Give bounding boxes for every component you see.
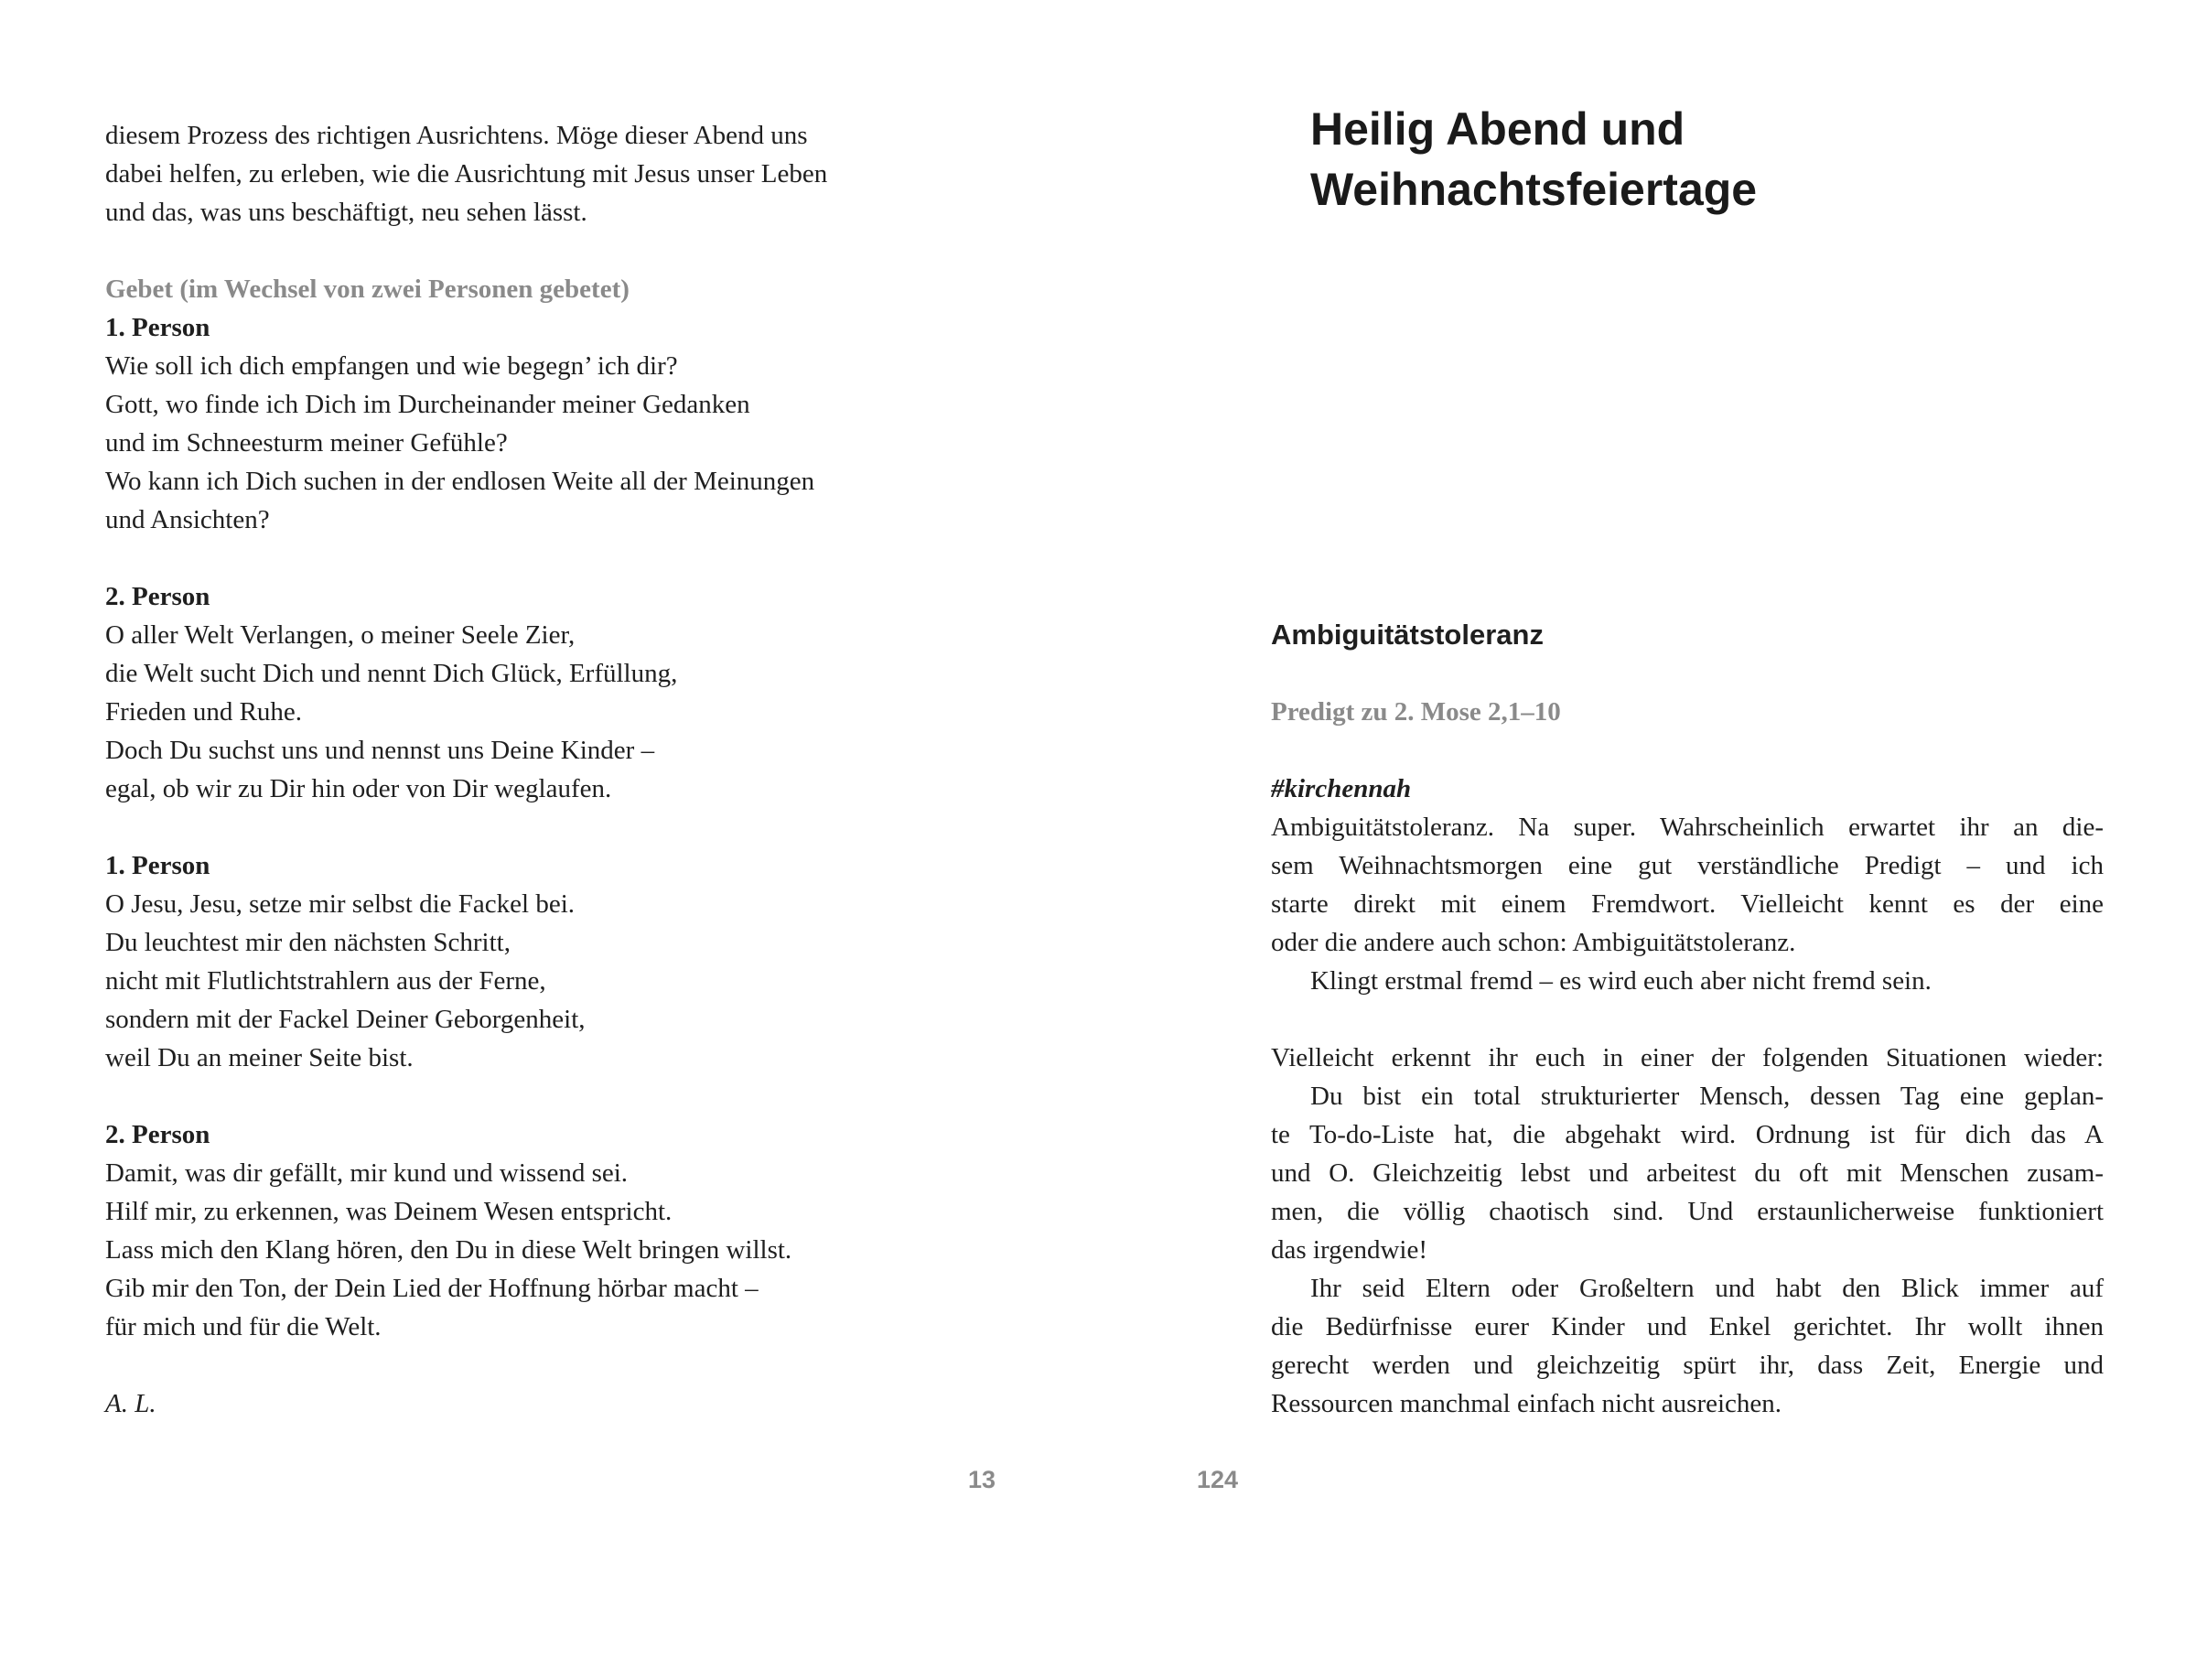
text-line: Du leuchtest mir den nächsten Schritt, xyxy=(105,928,511,957)
section-label: 2. Person xyxy=(105,582,210,611)
text-line: Ressourcen manchmal einfach nicht ausreichen. xyxy=(1271,1389,1782,1418)
text-line: Wo kann ich Dich suchen in der endlosen Weite all der Meinungen xyxy=(105,467,815,496)
text-line: #kirchennah xyxy=(1271,774,1412,803)
text-line: Lass mich den Klang hören, den Du in diese Welt bringen willst. xyxy=(105,1235,792,1265)
page-number-right: 124 xyxy=(1197,1466,1239,1493)
subheading: Gebet (im Wechsel von zwei Personen gebetet) xyxy=(105,275,630,304)
text-line: dabei helfen, zu erleben, wie die Ausrichtung mit Jesus unser Leben xyxy=(105,159,828,188)
text-line: weil Du an meiner Seite bist. xyxy=(105,1043,414,1072)
text-line: und Ansichten? xyxy=(105,505,270,534)
section-label: 1. Person xyxy=(105,313,210,342)
text-line: das irgendwie! xyxy=(1271,1235,1427,1265)
text-line: sondern mit der Fackel Deiner Geborgenheit, xyxy=(105,1005,586,1034)
text-line: Wie soll ich dich empfangen und wie begegn’ ich dir? xyxy=(105,351,678,381)
text-line: O aller Welt Verlangen, o meiner Seele Zier, xyxy=(105,620,576,650)
right-page xyxy=(1098,0,2196,1680)
text-line: für mich und für die Welt. xyxy=(105,1312,382,1341)
text-line: Doch Du suchst uns und nennst uns Deine Kinder – xyxy=(105,736,655,765)
subheading: Predigt zu 2. Mose 2,1–10 xyxy=(1271,697,1561,727)
text-line: Gott, wo finde ich Dich im Durcheinander meiner Gedanken xyxy=(105,390,750,419)
text-line: und das, was uns beschäftigt, neu sehen lässt. xyxy=(105,198,587,227)
text-line: Hilf mir, zu erkennen, was Deinem Wesen entspricht. xyxy=(105,1197,673,1226)
text-line: A. L. xyxy=(105,1389,156,1418)
section-label: 1. Person xyxy=(105,851,210,880)
chapter-title xyxy=(1310,99,1757,220)
text-line: die Welt sucht Dich und nennt Dich Glück, Erfüllung, xyxy=(105,659,678,688)
text-line: Ihr seid Eltern oder Großeltern und habt den Blick immer auf xyxy=(1310,1274,2104,1303)
text-line: men, die völlig chaotisch sind. Und erstaunlicherweise funktioniert xyxy=(1271,1197,2104,1226)
text-line: Vielleicht erkennt ihr euch in einer der folgenden Situationen wieder: xyxy=(1271,1043,2104,1072)
text-line: nicht mit Flutlichtstrahlern aus der Ferne, xyxy=(105,966,546,996)
page-number-left: 13 xyxy=(968,1466,996,1493)
text-line: und im Schneesturm meiner Gefühle? xyxy=(105,428,508,458)
text-line: starte direkt mit einem Fremdwort. Vielleicht kennt es der eine xyxy=(1271,889,2104,919)
text-line: sem Weihnachtsmorgen eine gut verständliche Predigt – und ich xyxy=(1271,851,2104,880)
chapter-title-line-1: Heilig Abend und xyxy=(1310,103,1685,155)
chapter-title-line-2: Weihnachtsfeiertage xyxy=(1310,164,1758,215)
text-line: Klingt erstmal fremd – es wird euch aber nicht fremd sein. xyxy=(1310,966,1932,996)
text-line: gerecht werden und gleichzeitig spürt ihr, dass Zeit, Energie und xyxy=(1271,1351,2104,1380)
text-line: diesem Prozess des richtigen Ausrichtens. Möge dieser Abend uns xyxy=(105,121,808,150)
text-line: Gib mir den Ton, der Dein Lied der Hoffnung hörbar macht – xyxy=(105,1274,759,1303)
section-label: 2. Person xyxy=(105,1120,210,1149)
text-line: egal, ob wir zu Dir hin oder von Dir weglaufen. xyxy=(105,774,612,803)
section-heading: Ambiguitätstoleranz xyxy=(1271,619,1544,651)
text-line: O Jesu, Jesu, setze mir selbst die Fackel bei. xyxy=(105,889,576,919)
text-line: Du bist ein total strukturierter Mensch, dessen Tag eine geplan- xyxy=(1310,1082,2104,1111)
text-line: und O. Gleichzeitig lebst und arbeitest du oft mit Menschen zusam- xyxy=(1271,1158,2104,1188)
text-line: Ambiguitätstoleranz. Na super. Wahrscheinlich erwartet ihr an die- xyxy=(1271,813,2104,842)
text-line: die Bedürfnisse eurer Kinder und Enkel gerichtet. Ihr wollt ihnen xyxy=(1271,1312,2104,1341)
text-line: oder die andere auch schon: Ambiguitätstoleranz. xyxy=(1271,928,1796,957)
text-line: Damit, was dir gefällt, mir kund und wissend sei. xyxy=(105,1158,629,1188)
text-line: Frieden und Ruhe. xyxy=(105,697,303,727)
text-line: te To-do-Liste hat, die abgehakt wird. Ordnung ist für dich das A xyxy=(1271,1120,2104,1149)
